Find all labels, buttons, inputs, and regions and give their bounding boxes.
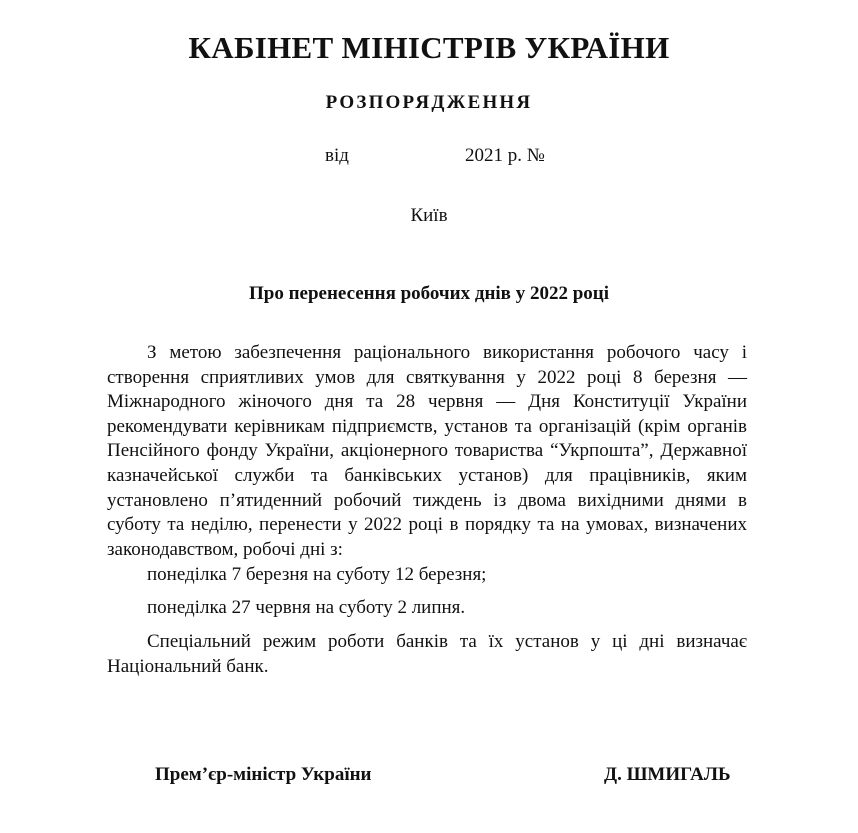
list-item: понеділка 27 червня на суботу 2 липня. [147, 597, 466, 618]
document-authority: КАБІНЕТ МІНІСТРІВ УКРАЇНИ [188, 30, 670, 65]
signatory-title: Прем’єр-міністр України [155, 764, 372, 785]
list-item: понеділка 7 березня на суботу 12 березня; [147, 564, 487, 585]
closing-paragraph: Спеціальний режим роботи банків та їх установ у ці дні визначає Національний банк. [107, 631, 747, 677]
signatory-name: Д. ШМИГАЛЬ [604, 764, 731, 785]
main-paragraph: З метою забезпечення раціонального використання робочого часу і створення сприятливих умов для святкування у 2022 році 8 березня — Міжнародного жіночого дня та 28 червня — Дня Конституції України рекомендувати керівникам підприємств, установ та організацій (крім органів Пенсійного фонду України, акціонерного товариства “Укрпошта”, Державної казначейської служби та банківських установ) для працівників, яким установлено п’ятиденний робочий тиждень із двома вихідними днями в суботу та неділю, перенести у 2022 році в порядку та на умовах, визначених законодавством, робочі дні з: [107, 342, 747, 560]
document-type: РОЗПОРЯДЖЕННЯ [325, 92, 533, 113]
document-subject: Про перенесення робочих днів у 2022 році [249, 283, 609, 304]
document-city: Київ [410, 205, 448, 226]
date-year-number: 2021 р. № [465, 145, 545, 166]
date-prefix: від [325, 145, 349, 166]
